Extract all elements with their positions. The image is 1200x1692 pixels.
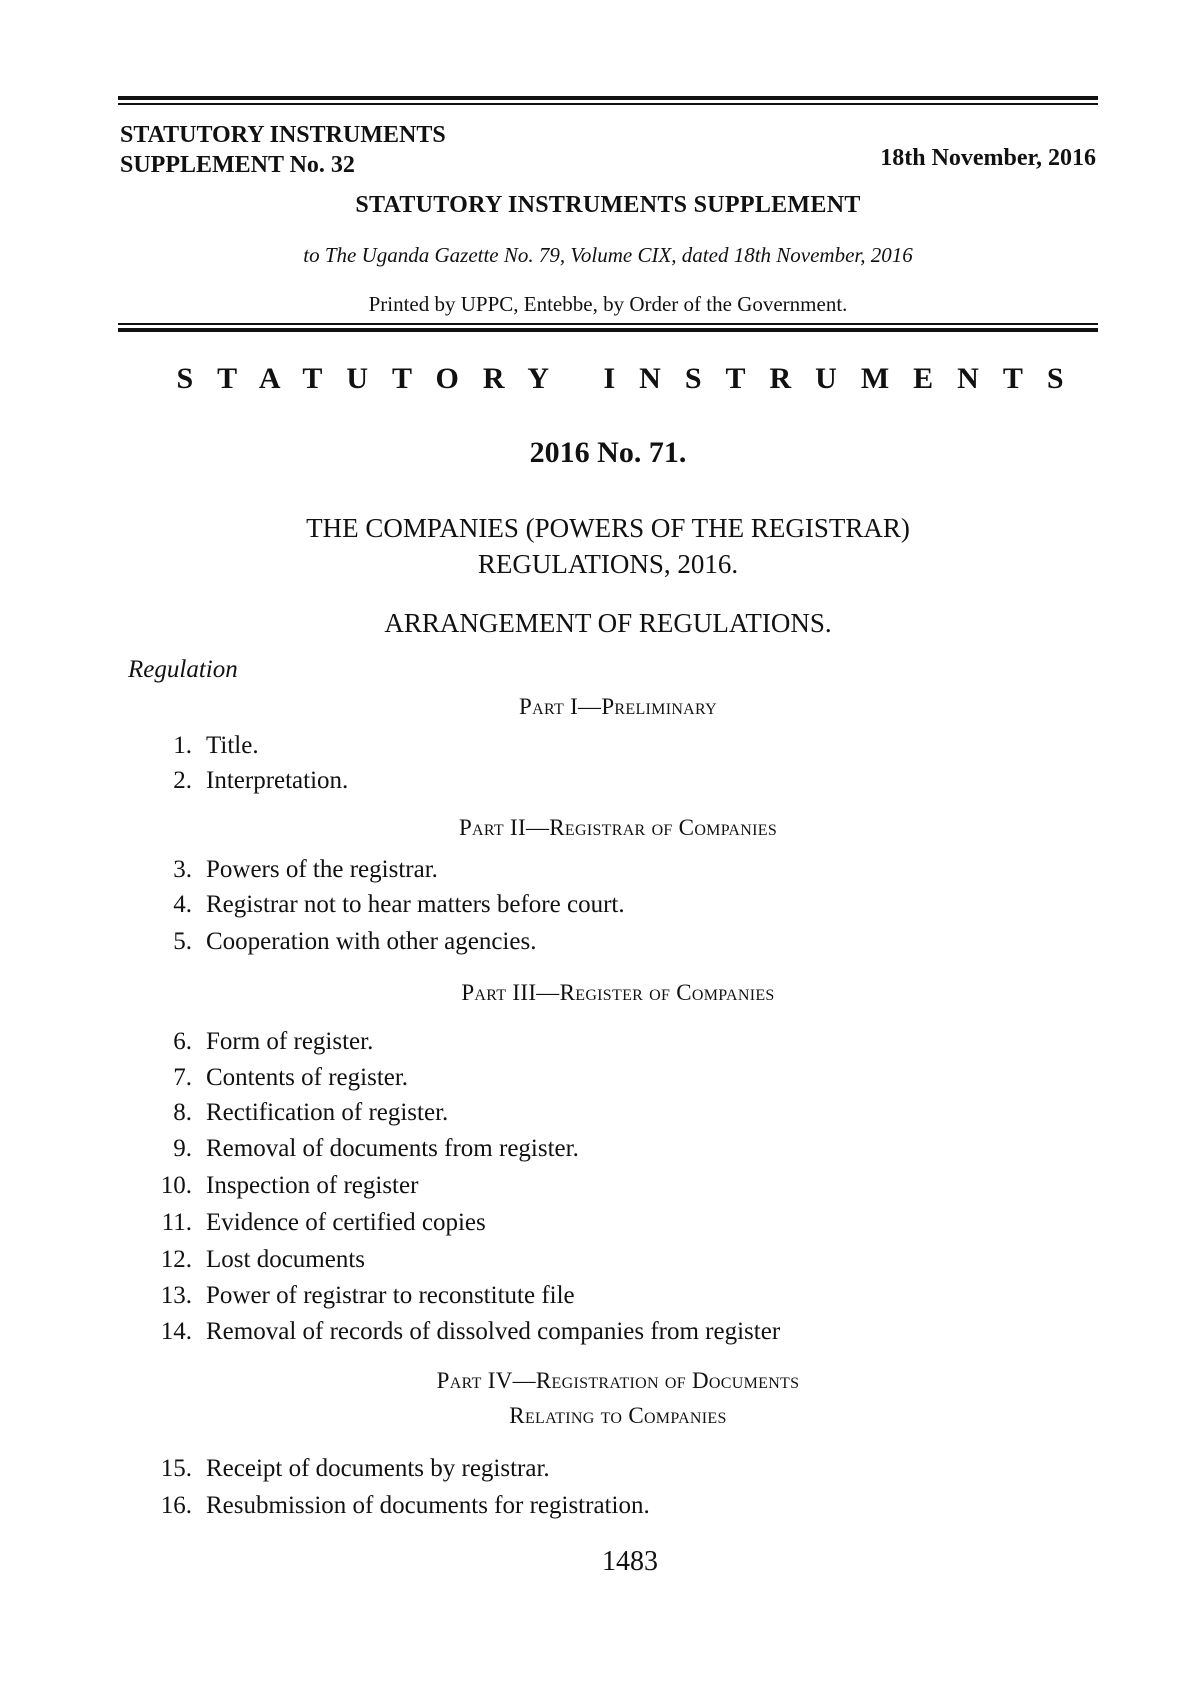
item-number: 13. [160,1282,192,1309]
list-item [140,1318,780,1346]
title-line-1: THE COMPANIES (POWERS OF THE REGISTRAR) [306,513,910,543]
item-text: Inspection of register [206,1172,419,1199]
item-text: Interpretation. [206,767,349,794]
item-number: 5. [173,928,192,955]
item-number: 14. [160,1318,192,1345]
item-text: Powers of the registrar. [206,856,438,883]
list-item [140,1246,365,1274]
item-text: Receipt of documents by registrar. [206,1455,550,1482]
list-item [140,1282,575,1310]
arrangement-heading: ARRANGEMENT OF REGULATIONS. [384,608,832,638]
item-text: Removal of documents from register. [206,1135,579,1162]
list-item [140,1455,550,1483]
list-item [140,1209,486,1237]
item-text: Contents of register. [206,1064,409,1091]
header-bottom-rule [118,323,1098,332]
item-number: 12. [160,1246,192,1273]
item-text: Cooperation with other agencies. [206,928,537,955]
supplement-number-block [120,120,446,180]
part-heading-continued: Relating to Companies [509,1403,727,1428]
list-item [140,1135,579,1163]
part-heading: Part II—Registrar of Companies [458,815,778,840]
regulation-column-label: Regulation [128,656,238,683]
item-number: 1. [173,732,192,759]
instrument-number: 2016 No. 71. [529,436,687,469]
item-text: Rectification of register. [206,1099,449,1126]
item-number: 15. [160,1455,192,1482]
item-text: Removal of records of dissolved companies from register [206,1318,781,1345]
item-number: 7. [173,1064,192,1091]
regulations-title [118,510,1098,582]
top-rule [118,96,1098,105]
part-heading: Part I—Preliminary [519,694,717,719]
list-item [140,767,348,795]
part-heading: Part IV—Registration of Documents [436,1368,800,1393]
item-number: 2. [173,767,192,794]
list-item [140,891,625,919]
item-number: 4. [173,891,192,918]
title-line-2: REGULATIONS, 2016. [477,549,739,579]
page-number: 1483 [602,1546,658,1577]
printer-line: Printed by UPPC, Entebbe, by Order of the Government. [368,292,848,316]
list-item [140,856,438,884]
item-text: Registrar not to hear matters before court. [206,891,625,918]
supplement-line-1: STATUTORY INSTRUMENTS [120,122,446,148]
part-heading: Part III—Register of Companies [461,980,775,1005]
instruments-heading: STATUTORY INSTRUMENTS [176,362,1088,395]
item-text: Lost documents [206,1246,366,1273]
supplement-line-2: SUPPLEMENT No. 32 [120,152,355,178]
list-item [140,1028,373,1056]
list-item [140,1172,418,1200]
item-text: Resubmission of documents for registration. [206,1492,650,1519]
list-item [140,928,536,956]
publication-date: 18th November, 2016 [880,145,1096,171]
item-number: 11. [161,1209,192,1236]
list-item [140,1064,408,1092]
list-item [140,1099,448,1127]
item-number: 6. [173,1028,192,1055]
item-number: 8. [173,1099,192,1126]
supplement-title: STATUTORY INSTRUMENTS SUPPLEMENT [355,192,861,218]
item-number: 3. [173,856,192,883]
list-item [140,1492,650,1520]
item-number: 10. [160,1172,192,1199]
item-text: Form of register. [206,1028,374,1055]
item-text: Title. [206,732,259,759]
list-item [140,732,259,760]
item-text: Evidence of certified copies [206,1209,486,1236]
item-number: 16. [160,1492,192,1519]
item-number: 9. [173,1135,192,1162]
gazette-reference: to The Uganda Gazette No. 79, Volume CIX, dated 18th November, 2016 [303,243,913,267]
item-text: Power of registrar to reconstitute file [206,1282,575,1309]
